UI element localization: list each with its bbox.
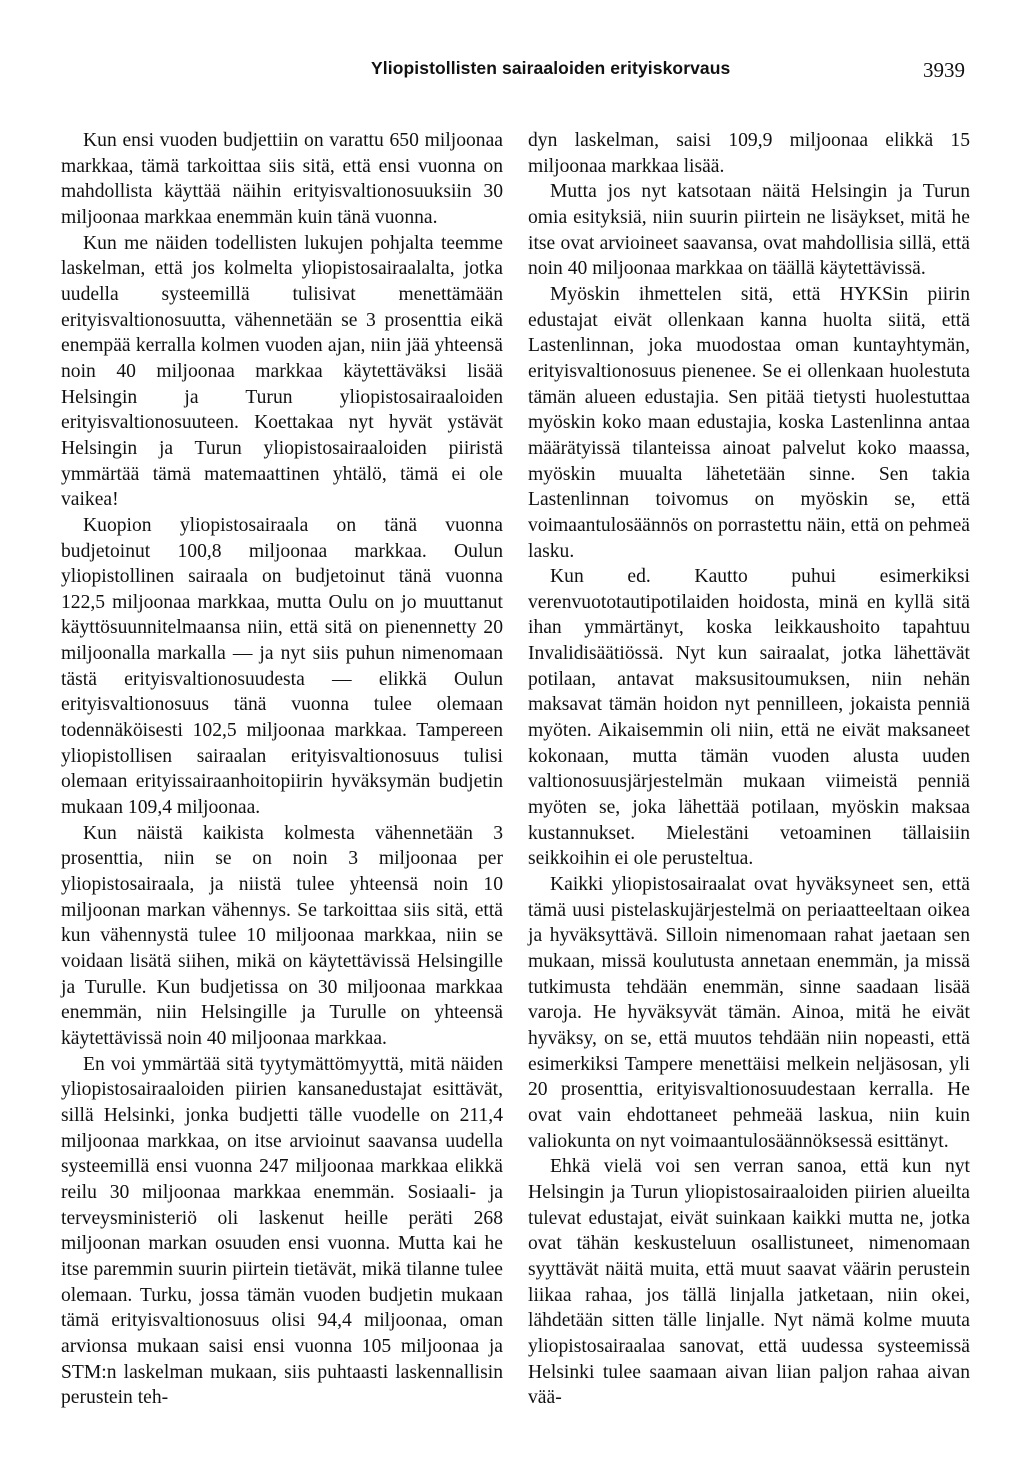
left-column [61,128,503,1411]
paragraph: Kun ensi vuoden budjettiin on varattu 650 miljoonaa markkaa, tämä tarkoittaa siis sitä, että ensi vuonna on mahdollista käyttää näihin erityisvaltionosuuksiin 30 miljoonaa markkaa enemmän kuin tänä vuonna. [61,130,503,228]
paragraph: Kun näistä kaikista kolmesta vähennetään 3 prosenttia, niin se on noin 3 miljoonaa per yliopistosairaala, ja niistä tulee yhteensä noin 10 miljoonan markan vähennys. Se tarkoittaa siis sitä, että kun vähennystä tulee 10 miljoonaa markkaa, niin se voidaan lisätä siihen, mikä on käytettävissä Helsingille ja Turulle. Kun budjetissa on 30 miljoonaa markkaa enemmän, niin Helsingille ja Turulle on yhteensä käytettävissä noin 40 miljoonaa markkaa. [61,822,503,1049]
paragraph: Kun ed. Kautto puhui esimerkiksi verenvuototautipotilaiden hoidosta, minä en kyllä sitä ihan ymmärtänyt, koska leikkaushoito tapahtuu Invalidisäätiössä. Nyt kun sairaalat, jotka lähettävät potilaan, antavat maksusitoumuksen, niin nehän maksavat tämän hoidon nyt pennilleen, jokaista penniä myöten. Aikaisemmin oli niin, että ne eivät maksaneet kokonaan, mutta tämän vuoden alusta uuden valtionosuusjärjestelmän mukaan viimeistä penniä myöten se, joka lähettää potilaan, myöskin maksaa kustannukset. Mielestäni vetoaminen tällaisiin seikkoihin ei ole perusteltua. [528,566,970,870]
paragraph: Mutta jos nyt katsotaan näitä Helsingin ja Turun omia esityksiä, niin suurin piirtein ne lisäykset, mitä he itse ovat arvioineet saavansa, ovat mahdollisia sillä, että noin 40 miljoonaa markkaa on täällä käytettävissä. [528,181,970,280]
paragraph: Ehkä vielä voi sen verran sanoa, että kun nyt Helsingin ja Turun yliopistosairaaloiden piirien alueilta tulevat edustajat, eivät suinkaan kaikki mutta ne, jotka ovat tähän keskusteluun osallistuneet, nimenomaan syyttävät näitä muita, että muut saavat väärin perustein liikaa rahaa, jos tällä linjalla jatketaan, niin okei, lähdetään sitten tälle linjalle. Nyt nämä kolme muuta yliopistosairaalaa sanovat, että uudessa systeemissä Helsinki tulee saamaan aivan liian paljon rahaa aivan vää- [528,1156,970,1409]
paragraph: Kuopion yliopistosairaala on tänä vuonna budjetoinut 100,8 miljoonaa markkaa. Oulun yliopistollinen sairaala on budjetoinut tänä vuonna 122,5 miljoonaa markkaa, mutta Oulu on jo muuttanut käyttösuunnitelmaansa niin, että sitä on pienennetty 20 miljoonalla markalla — ja nyt siis puhun nimenomaan tästä erityisvaltionosuudesta — elikkä Oulun erityisvaltionosuus tänä vuonna tulee olemaan todennäköisesti 102,5 miljoonaa markkaa. Tampereen yliopistollisen sairaalan erityisvaltionosuus tulisi olemaan erityissairaanhoitopiirin hyväksymän budjetin mukaan 109,4 miljoonaa. [61,514,503,819]
paragraph: Kun me näiden todellisten lukujen pohjalta teemme laskelman, että jos kolmelta yliopistosairaalalta, jotka uudella systeemillä tulisivat menettämään erityisvaltionosuutta, vähennetään se 3 prosenttia eikä enempää kerralla kolmen vuoden ajan, niin jää yhteensä noin 40 miljoonaa markkaa käytettäväksi lisää Helsingin ja Turun yliopistosairaaloiden erityisvaltionosuuteen. Koettakaa nyt hyvät ystävät Helsingin ja Turun yliopistosairaaloiden piiristä ymmärtää tämä matemaattinen yhtälö, tämä ei ole vaikea! [61,232,503,511]
paragraph: Kaikki yliopistosairaalat ovat hyväksyneet sen, että tämä uusi pistelaskujärjestelmä on periaatteeltaan oikea ja hyväksyttävä. Silloin nimenomaan rahat jaetaan sen mukaan, missä koulutusta annetaan enemmän, ja missä tutkimusta tehdään enemmän, sinne saadaan lisää varoja. He hyväksyvät tämän. Ainoa, mitä he eivät hyväksy, on se, että muutos tehdään niin nopeasti, että esimerkiksi Tampere menettäisi melkein neljäsosan, yli 20 prosenttia, erityisvaltionosuudestaan kerralla. He ovat vain ehdottaneet pehmeää laskua, niin kuin valiokunta on nyt voimaantulosäännöksessä esittänyt. [528,874,970,1152]
running-title: Yliopistollisten sairaaloiden erityiskorvaus [371,58,731,78]
paragraph: Myöskin ihmettelen sitä, että HYKSin piirin edustajat eivät ollenkaan kanna huolta siitä, että Lastenlinnan, joka muodostaa oman kuntayhtymän, erityisvaltionosuus pienenee. Se ei ollenkaan huolestuta tämän alueen edustajia. Sen pitää tietysti huolestuttaa myöskin koko maan edustajia, koska Lastenlinna antaa määrätyissä tilanteissa ainoat palvelut koko maassa, myöskin muualta lähetetään sinne. Sen takia Lastenlinnan toivomus on myöskin se, että voimaantulosäännös on porrastettu näin, että on pehmeä lasku. [528,283,970,562]
paragraph: En voi ymmärtää sitä tyytymättömyyttä, mitä näiden yliopistosairaaloiden piirien kansanedustajat esittävät, sillä Helsinki, jonka budjetti tälle vuodelle on 211,4 miljoonaa markkaa, on itse arvioinut saavansa uudella systeemillä ensi vuonna 247 miljoonaa markkaa elikkä reilu 30 miljoonaa markkaa enemmän. Sosiaali- ja terveysministeriö oli laskenut heille peräti 268 miljoonan markan osuuden ensi vuonna. Mutta kai he itse paremmin suurin piirtein tietävät, mikä tilanne tulee olemaan. Turku, jossa tämän vuoden budjetin mukaan tämä erityisvaltionosuus olisi 94,4 miljoonaa, oman arvionsa mukaan saisi ensi vuonna 105 miljoonaa ja STM:n laskelman mukaan, siis puhtaasti laskennallisin perustein teh- [61,1053,503,1409]
page-number: 3939 [923,58,965,82]
right-column [528,128,970,1411]
running-header [60,58,965,88]
paragraph-continued: dyn laskelman, saisi 109,9 miljoonaa elikkä 15 miljoonaa markkaa lisää. [528,130,970,177]
